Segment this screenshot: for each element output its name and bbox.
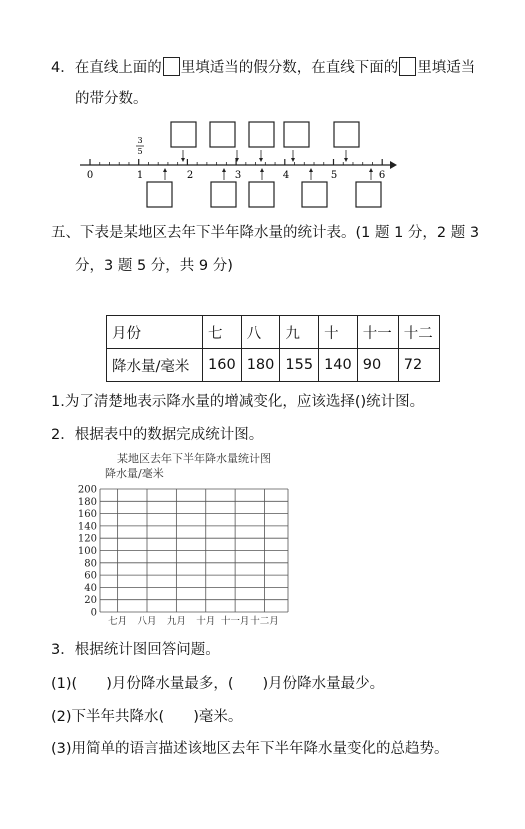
x-tick-label: 十月 <box>196 616 216 627</box>
table-header-cell: 七 <box>203 316 242 349</box>
y-tick-label: 160 <box>77 509 97 521</box>
y-tick-label: 120 <box>77 533 97 545</box>
y-tick-label: 180 <box>77 496 97 508</box>
table-cell: 180 <box>241 349 280 382</box>
x-tick-label: 七月 <box>108 616 128 627</box>
table-cell: 72 <box>398 349 439 382</box>
table-header-cell: 十二 <box>398 316 439 349</box>
y-tick-label: 100 <box>77 546 97 557</box>
table-cell: 155 <box>280 349 319 382</box>
chart-x-tick-labels <box>108 615 279 627</box>
q4-line1: 4．在直线上面的 里填适当的假分数，在直线下面的 里填适当 <box>51 57 475 78</box>
y-tick-label: 40 <box>84 582 97 594</box>
table-cell: 160 <box>203 349 242 382</box>
table-cell: 90 <box>357 349 398 382</box>
table-header-cell: 九 <box>280 316 319 349</box>
sub-question-1: 1.为了清楚地表示降水量的增减变化，应该选择()统计图。 <box>51 394 425 410</box>
fraction-denominator: 5 <box>137 147 143 156</box>
axis-label-4: 4 <box>282 170 290 181</box>
answer-line-3: (3)用简单的语言描述该地区去年下半年降水量变化的总趋势。 <box>51 741 449 757</box>
axis-label-5: 5 <box>330 170 338 181</box>
chart-y-tick-labels <box>78 485 97 619</box>
fraction-numerator: 3 <box>137 136 143 145</box>
q5-line2: 分，3 题 5 分，共 9 分) <box>75 258 233 274</box>
x-tick-label: 九月 <box>166 616 186 627</box>
axis-label-3: 3 <box>234 170 242 181</box>
answer-line-1: (1)( )月份降水量最多，( )月份降水量最少。 <box>51 676 385 692</box>
sub-question-3: 3．根据统计图回答问题。 <box>51 642 220 658</box>
table-header-cell: 八 <box>241 316 280 349</box>
chart-title: 某地区去年下半年降水量统计图 <box>117 452 271 465</box>
x-tick-label: 八月 <box>137 616 157 627</box>
table-header-cell: 十 <box>319 316 358 349</box>
axis-label-1: 1 <box>136 170 144 181</box>
axis-label-6: 6 <box>378 170 386 181</box>
q4-line2: 的带分数。 <box>75 91 148 107</box>
y-tick-label: 20 <box>84 595 97 607</box>
x-tick-label: 十二月 <box>250 616 279 627</box>
table-header-cell: 月份 <box>107 316 203 349</box>
chart-ylabel: 降水量/毫米 <box>105 467 164 480</box>
table-cell: 140 <box>319 349 358 382</box>
y-tick-label: 80 <box>84 558 97 570</box>
answer-line-2: (2)下半年共降水( )毫米。 <box>51 709 243 725</box>
y-tick-label: 140 <box>77 521 97 533</box>
chart-grid <box>100 489 288 612</box>
table-header-cell: 十一 <box>357 316 398 349</box>
x-tick-label: 十一月 <box>220 616 250 627</box>
axis-label-2: 2 <box>186 170 194 181</box>
y-tick-label: 0 <box>90 607 97 619</box>
y-tick-label: 60 <box>84 570 97 582</box>
table-cell: 降水量/毫米 <box>107 349 203 382</box>
sub-question-2: 2．根据表中的数据完成统计图。 <box>51 427 264 443</box>
y-tick-label: 200 <box>77 484 97 496</box>
q5-line1: 五、下表是某地区去年下半年降水量的统计表。(1 题 1 分，2 题 3 <box>51 225 480 241</box>
axis-label-0: 0 <box>86 170 94 181</box>
